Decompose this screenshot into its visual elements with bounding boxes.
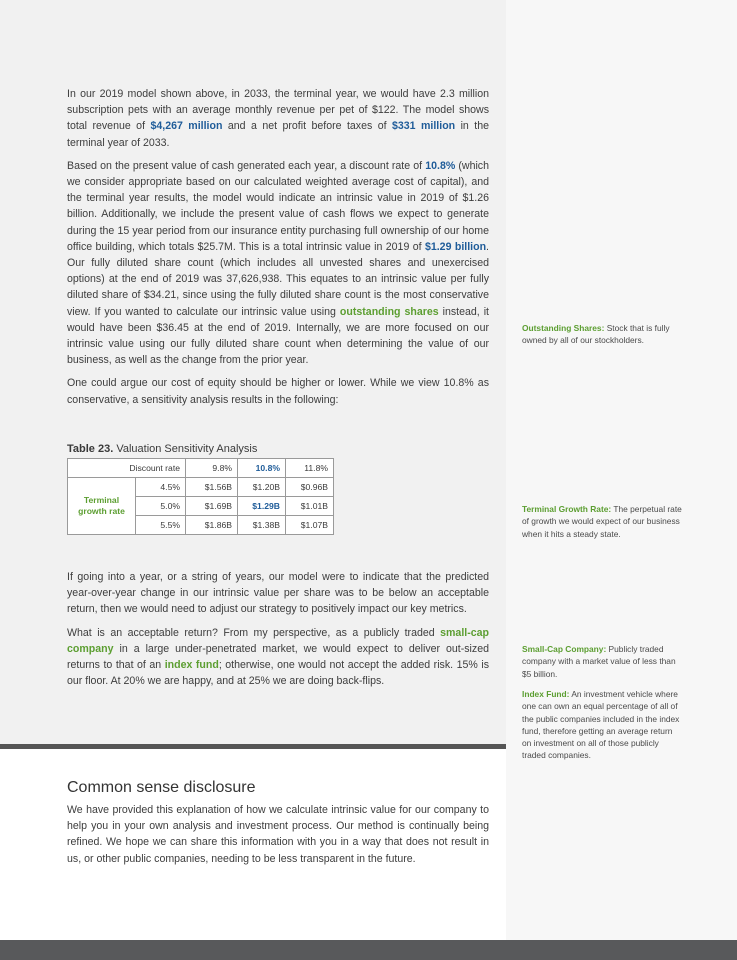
- highlight-discount-rate: 10.8%: [425, 159, 456, 172]
- table-cell: $1.38B: [238, 516, 286, 535]
- paragraph-acceptable-return: If going into a year, or a string of years, our model were to indicate that the predicted year-over-year change in our intrinsic value per share was to be below an acceptable return, then we would need to adjust our strategy to positively impact our key metrics.: [67, 571, 489, 616]
- row-rate: 5.5%: [136, 516, 186, 535]
- text-run: What is an acceptable return? From my perspective, as a publicly traded: [67, 626, 441, 639]
- table-caption-number: Table 23.: [67, 443, 114, 455]
- text-run: ; otherwise, one would not accept the added risk. 15% is our floor. At 20% we are happy, and at 25% we are doing back-flips.: [67, 659, 489, 688]
- table-row: [68, 478, 334, 497]
- body-text-upper: [67, 86, 489, 415]
- footer-bar: [0, 940, 737, 960]
- table-cell: $1.56B: [186, 478, 238, 497]
- paragraph-intrinsic-value: [67, 158, 489, 369]
- section-divider: [0, 744, 506, 749]
- highlight-total-value: $1.29 billion: [424, 240, 487, 253]
- glossary-note-terminal-growth: [522, 503, 682, 540]
- text-run: in the terminal year of 2033.: [67, 120, 489, 149]
- glossary-term-index-fund: index fund: [164, 659, 219, 672]
- table-caption: [67, 443, 334, 455]
- text-run: Based on the present value of cash generated each year, a discount rate of: [67, 159, 426, 172]
- paragraph-cost-of-equity: One could argue our cost of equity should be higher or lower. While we view 10.8% as conservative, a sensitivity analysis results in the following:: [67, 377, 489, 406]
- table-cell: $1.01B: [286, 497, 334, 516]
- valuation-sensitivity-table: [67, 458, 334, 535]
- glossary-term-small-cap: small-cap company: [67, 626, 489, 655]
- glossary-note-term: Terminal Growth Rate:: [522, 504, 612, 514]
- glossary-note-definition: Stock that is fully owned by all of our stockholders.: [522, 323, 670, 346]
- row-rate: 4.5%: [136, 478, 186, 497]
- glossary-note-definition: An investment vehicle where one can own an equal percentage of all of the public companies included in the index fund, therefore getting an average return on investment on all of those publicly traded companies.: [522, 689, 680, 761]
- glossary-note-small-cap: [522, 643, 682, 680]
- row-rate: 5.0%: [136, 497, 186, 516]
- highlight-revenue: $4,267 million: [150, 120, 223, 133]
- text-run: (which we consider appropriate based on our calculated weighted average cost of capital), and the terminal year results, the model would indicate an intrinsic value in 2019 of $1.26 billion. Additionally, we include the present value of cash flows we expect to generate during the 15 year period from our insurance entity purchasing full ownership of our home office building, which totals $25.7M. This is a total intrinsic value in 2019 of: [67, 159, 489, 253]
- row-header-terminal-growth: Terminal growth rate: [68, 478, 136, 535]
- table-cell: $1.69B: [186, 497, 238, 516]
- glossary-note-outstanding-shares: [522, 322, 682, 347]
- section-title-disclosure: Common sense disclosure: [67, 779, 256, 796]
- glossary-term-outstanding-shares: outstanding shares: [339, 305, 439, 318]
- sidebar-glossary-panel: [506, 0, 737, 960]
- header-col-1: 9.8%: [186, 459, 238, 478]
- table-cell: $1.86B: [186, 516, 238, 535]
- paragraph-model-summary: [67, 86, 489, 151]
- table-cell-highlight: $1.29B: [238, 497, 286, 516]
- table-caption-title: Valuation Sensitivity Analysis: [113, 443, 258, 455]
- paragraph-disclosure: We have provided this explanation of how we calculate intrinsic value for our company to help you in your own analysis and investment process. Our method is continually being refined. We hope we can share this information with you in a way that does not result in us, or other public companies, needing to be less transparent in the future.: [67, 804, 489, 865]
- table-cell: $0.96B: [286, 478, 334, 497]
- glossary-note-definition: Publicly traded company with a market value of less than $5 billion.: [522, 644, 676, 679]
- text-run: In our 2019 model shown above, in 2033, the terminal year, we would have 2.3 million subscription pets with an average monthly revenue per pet of $122. The model shows total revenue of: [67, 88, 489, 133]
- body-text-disclosure: [67, 802, 489, 874]
- header-col-3: 11.8%: [286, 459, 334, 478]
- body-text-lower: [67, 569, 489, 696]
- table-cell: $1.07B: [286, 516, 334, 535]
- valuation-sensitivity-table-block: [67, 443, 334, 535]
- glossary-note-definition: The perpetual rate of growth we would expect of our business when it hits a steady state.: [522, 504, 682, 539]
- highlight-profit: $331 million: [392, 120, 456, 133]
- text-run: . Our fully diluted share count (which includes all unvested shares and unexercised options) at the end of 2019 was 37,626,938. This equates to an intrinsic value per fully diluted share of $34.21, since using the fully diluted share count is the most conservative view. If you wanted to calculate our intrinsic value using: [67, 240, 489, 318]
- text-run: instead, it would have been $36.45 at the end of 2019. Internally, we are more focused on our intrinsic value using our fully diluted share count when determining the value of our business, as well as the change from the prior year.: [67, 305, 489, 367]
- paragraph-return-targets: [67, 625, 489, 690]
- text-run: in a large under-penetrated market, we would expect to deliver out-sized returns to that of an: [67, 642, 489, 672]
- glossary-note-term: Outstanding Shares:: [522, 323, 605, 333]
- header-discount-rate: Discount rate: [68, 459, 186, 478]
- table-cell: $1.20B: [238, 478, 286, 497]
- table-header-row: [68, 459, 334, 478]
- glossary-note-term: Small-Cap Company:: [522, 644, 607, 654]
- glossary-note-index-fund: [522, 688, 682, 762]
- glossary-note-term: Index Fund:: [522, 689, 570, 699]
- text-run: and a net profit before taxes of: [222, 120, 392, 133]
- header-col-2: 10.8%: [238, 459, 286, 478]
